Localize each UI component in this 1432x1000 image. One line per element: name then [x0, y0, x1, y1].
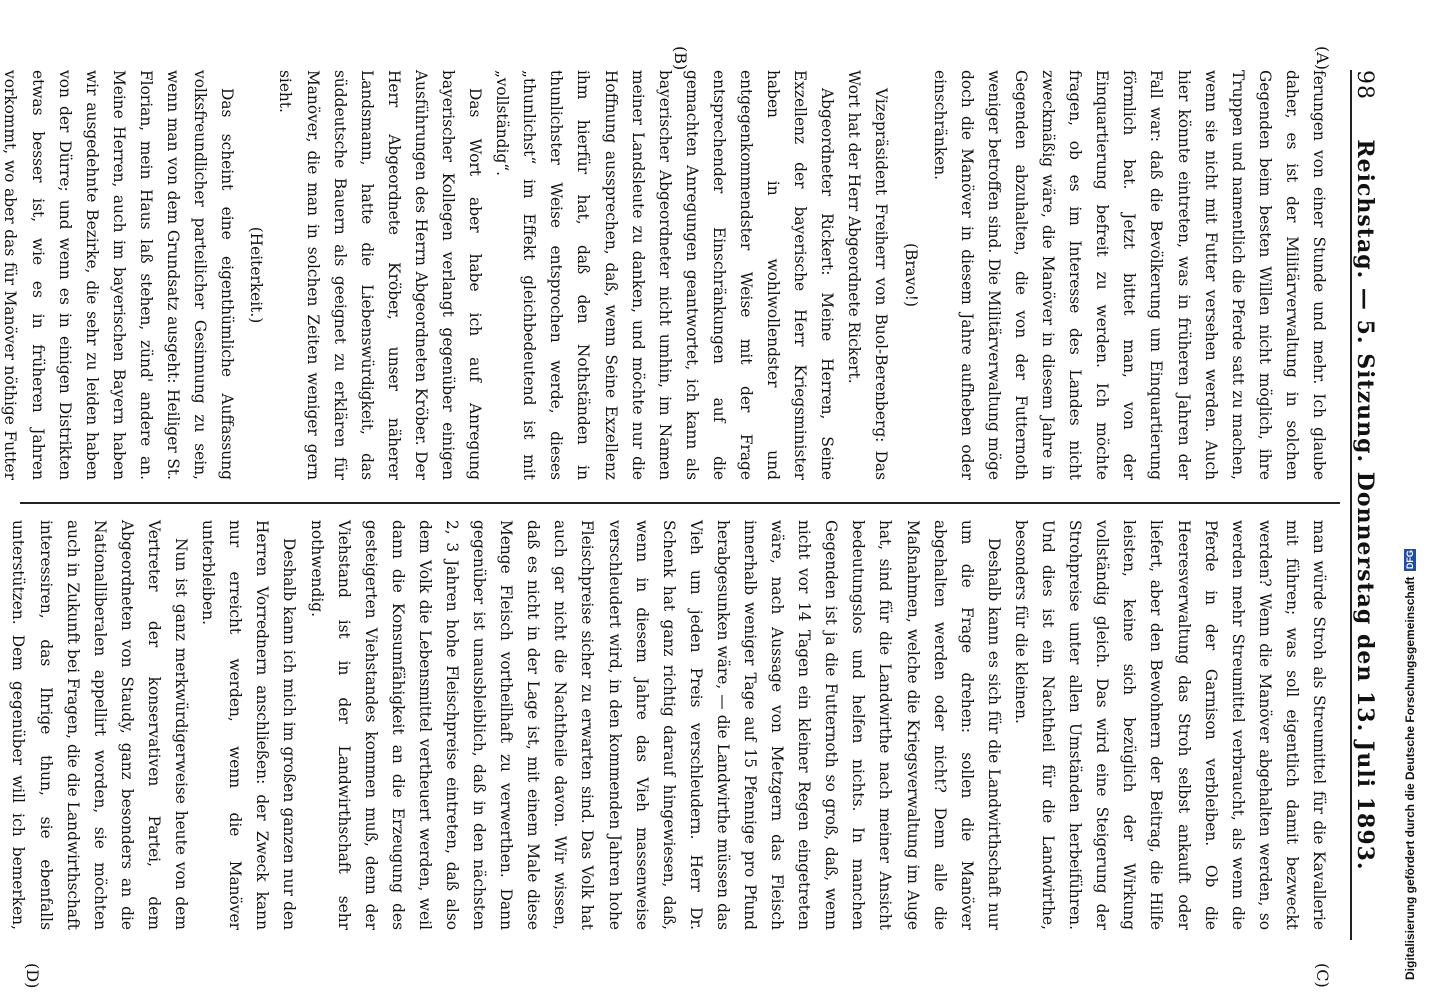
margin-marker-c: (C) [1313, 963, 1332, 988]
paragraph: Deshalb kann es sich für die Landwirthschaft nur um die Frage drehen: sollen die Manöver abgehalten werden oder nicht? Denn alle die Maßnahmen, welche die Kriegsverwaltung im Auge hat, sind für die Landwirthe nach meiner Ansicht bedeutungslos und helfen nichts. In manchen Gegenden ist ja die Futternoth so groß, daß, wenn nicht vor 14 Tagen ein kleiner Regen eingetreten wäre, nach Aussage von Metzgern das Fleisch innerhalb weniger Tage auf 15 Pfennige pro Pfund herabgesunken wäre, — die Landwirthe müssen das Vieh um jeden Preis verschleudern. Herr Dr. Schenk hat ganz richtig darauf hingewiesen, daß, wenn in diesem Jahre das Vieh massenweise verschleudert wird, in den kommenden Jahren hohe Fleischpreise sicher zu erwarten sind. Das Volk hat auch gar nicht die Nachtheile davon. Wir wissen, daß es nicht in der Lage ist, mit einem Male diese Menge Fleisch vortheilhaft zu verwerthen. Dann gegenüber ist unausbleiblich, daß in den nächsten 2, 3 Jahren hohe Fleischpreise eintreten, daß also dem Volk die Lebensmittel vertheuert werden, weil dann die Konsumfähigkeit an die Erzeugung des gesteigerten Viehstandes kommen muß, denn der Viehstand ist in der Landwirthschaft sehr nothwendig. [307, 520, 1003, 930]
paragraph: Das Wort aber habe ich auf Anregung bayerischer Kollegen verlangt gegenüber einigen Ausführungen des Herrn Abgeordneten Kröber. Der Herr Abgeordnete Kröber, unser näherer Landsmann, hatte die Liebenswürdigkeit, das süddeutsche Bauern als geeignet zu erklären für Manöver, die man in solchen Zeiten weniger gern sieht. [276, 70, 485, 480]
interjection: (Heiterkeit.) [247, 226, 266, 324]
right-text-column [0, 520, 1332, 930]
paragraph: ferungen von einer Stunde und mehr. Ich glaube daher, es ist der Militärverwaltung in solchen Gegenden beim besten Willen nicht möglich, ihre Truppen und namentlich die Pferde satt zu machen, wenn sie nicht mit Futter versehen werden. Auch hier könnte eintreten, was in früheren Jahren der Fall war: daß die Bevölkerung um Einquartierung förmlich bat. Jetzt bittet man, von der Einquartierung befreit zu werden. Ich möchte fragen, ob es im Interesse des Landes nicht zweckmäßig wäre, die Manöver in diesem Jahre in Gegenden abzuhalten, die von der Futternoth weniger betroffen sind. Die Militärverwaltung möge doch die Manöver in diesem Jahre aufheben oder einschränken. [930, 70, 1328, 480]
column-divider [20, 502, 1340, 504]
dfg-logo-icon: DFG [1405, 550, 1415, 570]
page-title: Reichstag. — 5. Sitzung. Donnerstag den 13. Juli 1893. [1352, 139, 1378, 871]
credit-text: Digitalisierung gefördert durch die Deutsche Forschungsgemeinschaft [1403, 576, 1417, 980]
page-number: 98 [1352, 70, 1377, 100]
margin-marker-d: (D) [23, 963, 42, 989]
interjection: (Bravo!) [901, 243, 920, 307]
paragraph: Das scheint eine eigenthümliche Auffassung volksfreundlicher parteilicher Gesinnung zu sein, wenn man von dem Grundsatz ausgeht: Heiliger St. Florian, mein Haus laß stehen, zünd' andere an. Meine Herren, auch im bayerischen Bayern haben wir ausgedehnte Bezirke, die sehr zu leiden haben von der Dürre; und wenn es in einigen Distrikten etwas besser ist, wie es in früheren Jahren vorkommt, wo aber das für Manöver nöthige Futter [1, 70, 237, 480]
left-text-column [0, 70, 1332, 480]
margin-marker-b: (B) [671, 46, 690, 71]
paragraph: man würde Stroh als Streumittel für die Kavallerie mit führen; was soll eigentlich damit bezweckt werden? Wenn die Manöver abgehalten werden, so werden mehr Streumittel verbraucht, als wenn die Pferde in der Garnison verbleiben. Ob die Heeresverwaltung das Stroh selbst ankauft oder liefert, aber den Bewohnern der Beitrag, die Hilfe leisten, keine sich bezüglich der Wirkung vollständig gleich. Das wird eine Steigerung der Strohpreise unter allen Umständen herbeiführen. Und dies ist ein Nachtheil für die Landwirthe, besonders für die kleinen. [1011, 520, 1328, 930]
page-header [1350, 70, 1392, 940]
margin-marker-a: (A) [1313, 46, 1332, 71]
paragraph: Nun ist ganz merkwürdigerweise heute von dem Vertreter der konservativen Partei, dem Abgeordneten von Staudy, ganz besonders an die Nationalliberalen appellirt worden, sie möchten auch in Zukunft bei Fragen, die die Landwirthschaft interessiren, das Ihrige thun, sie ebenfalls unterstützen. Dem gegenüber will ich bemerken, [9, 520, 191, 930]
paragraph: Abgeordneter Rickert: Meine Herren, Seine Exzellenz der bayerische Herr Kriegsminister haben in wohlwollendster und entgegenkommendster Weise mit der Frage entsprechender Einschränkungen auf die gemachten Anregungen geantwortet, ich kann als bayerischer Abgeordneter nicht umhin, im Namen meiner Landsleute zu danken, und möchte nur die Hoffnung aussprechen, daß, wenn Seine Exzellenz ihm hierfür hat, daß den Nothständen in thunlichster Weise entsprochen werde, dieses „thunlichst“ im Effekt gleichbedeutend ist mit „vollständig“. [493, 70, 837, 480]
digitization-credit [1403, 549, 1417, 980]
paragraph: Vizepräsident Freiherr von Buol-Berenberg: Das Wort hat der Herr Abgeordnete Rickert. [845, 70, 891, 480]
paragraph: Deshalb kann ich mich im großen ganzen nur den Herren Vorrednern anschließen: der Zweck kann nur erreicht werden, wenn die Manöver unterbleiben. [199, 520, 299, 930]
